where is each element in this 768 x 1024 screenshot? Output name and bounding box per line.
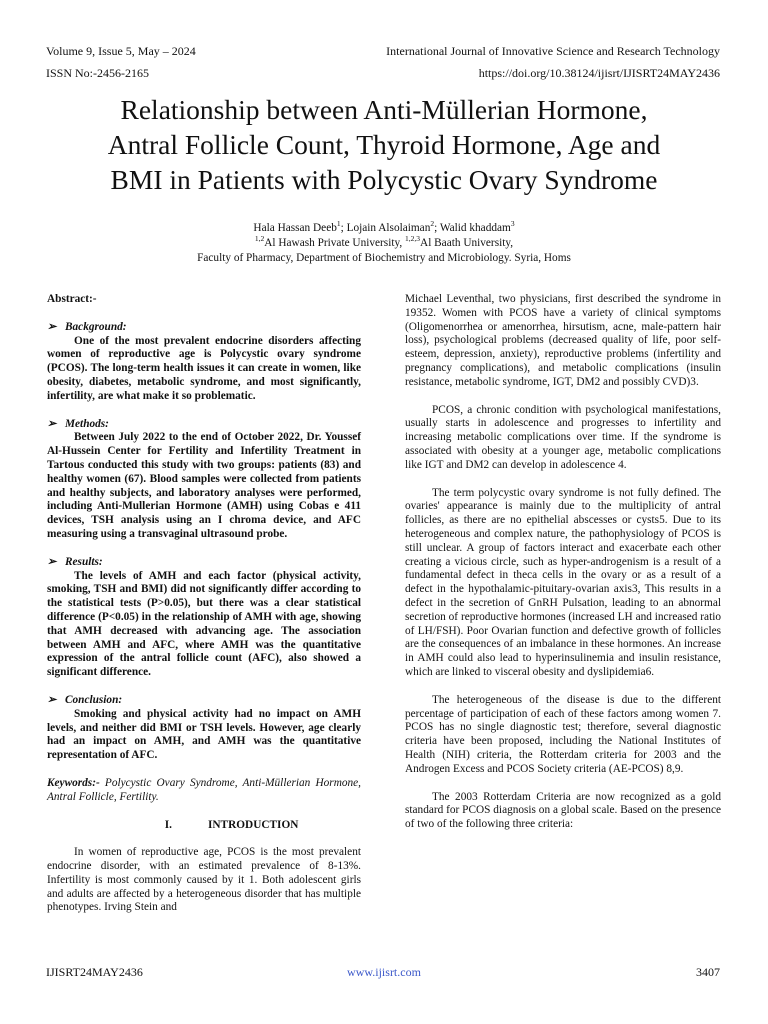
right-column (405, 293, 721, 832)
body-paragraph: The 2003 Rotterdam Criteria are now recognized as a gold standard for PCOS diagnosis on a global scale. Based on the presence of two of the following three criteria: (405, 790, 721, 831)
body-paragraph: The term polycystic ovary syndrome is not fully defined. The ovaries' appearance is mainly due to the multiplicity of antral follicles, as there are no epithelial abscesses or cysts5. Due to its heterogeneous and complex nature, the pathophysiology of PCOS is still unclear. A group of factors interact and exacerbate each other creating a vicious circle, such as hyper-androgenism is a result of a fundamental defect in theca cells in the ovary or as a result of a defect in the hypothalamic-pituitary-ovarian axis3, This results in a defect in the secretion of GnRH Pulsation, leading to an abnormal secretion of reproductive hormones (increased LH and increased ratio of LH/FSH). Poor Ovarian function and defective growth of follicles are the consequences of an imbalance in these hormones. An increase in AMH could also lead to hyperinsulinemia and insulin resistance, which are linked to visceral obesity and dyslipidemia6. (405, 486, 721, 678)
methods-text: Between July 2022 to the end of October 2022, Dr. Youssef Al-Hussein Center for Fertility and Infertility Treatment in Tartous conducted this study with two groups: patients (83) and healthy women (67). Blood samples were collected from patients and healthy subjects, and laboratory analyses were performed, including Anti-Mullerian Hormone (AMH) using Cobas e 411 devices, TSH analysis using an I chroma device, and AFC measuring using a transvaginal ultrasound probe. (47, 431, 361, 540)
conclusion-heading (47, 694, 361, 708)
author-name: Hala Hassan Deeb (253, 222, 337, 234)
author-block (40, 221, 728, 266)
author-sup: 1 (336, 219, 341, 229)
affiliation-line (40, 236, 728, 251)
title-line: Relationship between Anti-Müllerian Hormone, (120, 94, 648, 125)
results-heading (47, 556, 361, 570)
page-number: 3407 (696, 965, 720, 979)
left-column (47, 293, 361, 915)
author-sup: 3 (510, 219, 515, 229)
body-paragraph: The heterogeneous of the disease is due to the different percentage of participation of each of these factors among women 7. PCOS has no single diagnostic test; therefore, several diagnostic criteria have been proposed, including the National Institutes of Health (NIH) criteria, the Rotterdam criteria for 2003 and the Androgen Excess and PCOS Society criteria (AE-PCOS) 8,9. (405, 693, 721, 775)
arrow-bullet-icon: ➢ (47, 320, 57, 333)
affiliation: Al Baath University, (420, 237, 514, 249)
arrow-bullet-icon: ➢ (47, 555, 57, 568)
intro-heading (47, 819, 361, 833)
author-name: ; Lojain Alsolaiman (340, 222, 431, 234)
affiliation-sup: 1,2,3 (405, 234, 421, 244)
department-line: Faculty of Pharmacy, Department of Biochemistry and Microbiology. Syria, Homs (197, 252, 571, 264)
keywords (47, 777, 361, 805)
section-number: I. (164, 818, 172, 831)
arrow-bullet-icon: ➢ (47, 693, 57, 706)
footer-website-link[interactable]: www.ijisrt.com (347, 965, 421, 979)
author-sup: 2 (430, 219, 435, 229)
intro-paragraph: In women of reproductive age, PCOS is the most prevalent endocrine disorder, with an estimated prevalence of 8-13%. Infertility is most commonly caused by it 1. Both adolescent girls and adults are affected by a heterogeneous disorder that has multiple phenotypes. Irving Stein and (47, 846, 361, 914)
body-paragraph: Michael Leventhal, two physicians, first described the syndrome in 19352. Women with PCOS have a variety of clinical symptoms (Oligomenorrhea or amenorrhea, hirsutism, acne, male-pattern hair loss), psychological problems (decreased quality of life, poor self-esteem, depression, anxiety), reproductive problems (infertility and pregnancy complications), and metabolic complications (insulin resistance, metabolic syndrome, IGT, DM2 and possibly CVD)3. (405, 293, 721, 388)
footer-paper-id: IJISRT24MAY2436 (46, 965, 143, 979)
author-name: ; Walid khaddam (434, 222, 511, 234)
volume-issue: Volume 9, Issue 5, May – 2024 (46, 44, 196, 58)
affiliation: Al Hawash Private University, (264, 237, 406, 249)
title-line: Antral Follicle Count, Thyroid Hormone, Age and (107, 129, 661, 160)
paper-title (40, 92, 728, 197)
background-heading (47, 321, 361, 335)
journal-name: International Journal of Innovative Science and Research Technology (386, 44, 720, 58)
section-title: INTRODUCTION (208, 818, 299, 831)
conclusion-text: Smoking and physical activity had no impact on AMH levels, and neither did BMI or TSH levels. However, age clearly had an impact on AMH, and AMH was the quantitative representation of AFC. (47, 707, 361, 762)
section-label: Methods: (65, 417, 109, 430)
section-label: Results: (65, 555, 103, 568)
keywords-text: Polycystic Ovary Syndrome, Anti-Müllerian Hormone, Antral Follicle, Fertility. (47, 776, 361, 803)
keywords-label: Keywords:- (47, 776, 100, 789)
methods-heading (47, 418, 361, 432)
results-text: The levels of AMH and each factor (physical activity, smoking, TSH and BMI) did not significantly differ according to the statistical tests (P>0.05), but there was a clear statistical difference (P<0.05) in the relationship of AMH with age, showing that AMH decreased with advancing age. The association between AMH and AFC, where AMH was the quantitative expression of the antral follicle count (AFC), also showed a significant difference. (47, 569, 361, 679)
section-label: Conclusion: (65, 693, 123, 706)
title-line: BMI in Patients with Polycystic Ovary Syndrome (110, 164, 658, 195)
author-line (40, 221, 728, 236)
affiliation-sup: 1,2 (254, 234, 265, 244)
abstract-heading: Abstract:- (47, 293, 97, 305)
doi-link[interactable]: https://doi.org/10.38124/ijisrt/IJISRT24MAY2436 (478, 66, 720, 80)
body-paragraph: PCOS, a chronic condition with psychological manifestations, usually starts in adolescence and progresses to infertility and increasing metabolic complications over time. If the syndrome is associated with obesity at a younger age, metabolic complications like IGT and DM2 can develop in adolescence 4. (405, 403, 721, 471)
background-text: One of the most prevalent endocrine disorders affecting women of reproductive age is Polycystic ovary syndrome (PCOS). The long-term health issues it can create in women, like obesity, diabetes, metabolic syndrome, and most significantly, infertility, are what make it so problematic. (47, 334, 361, 402)
arrow-bullet-icon: ➢ (47, 417, 57, 430)
section-label: Background: (65, 320, 127, 333)
issn: ISSN No:-2456-2165 (46, 66, 150, 80)
